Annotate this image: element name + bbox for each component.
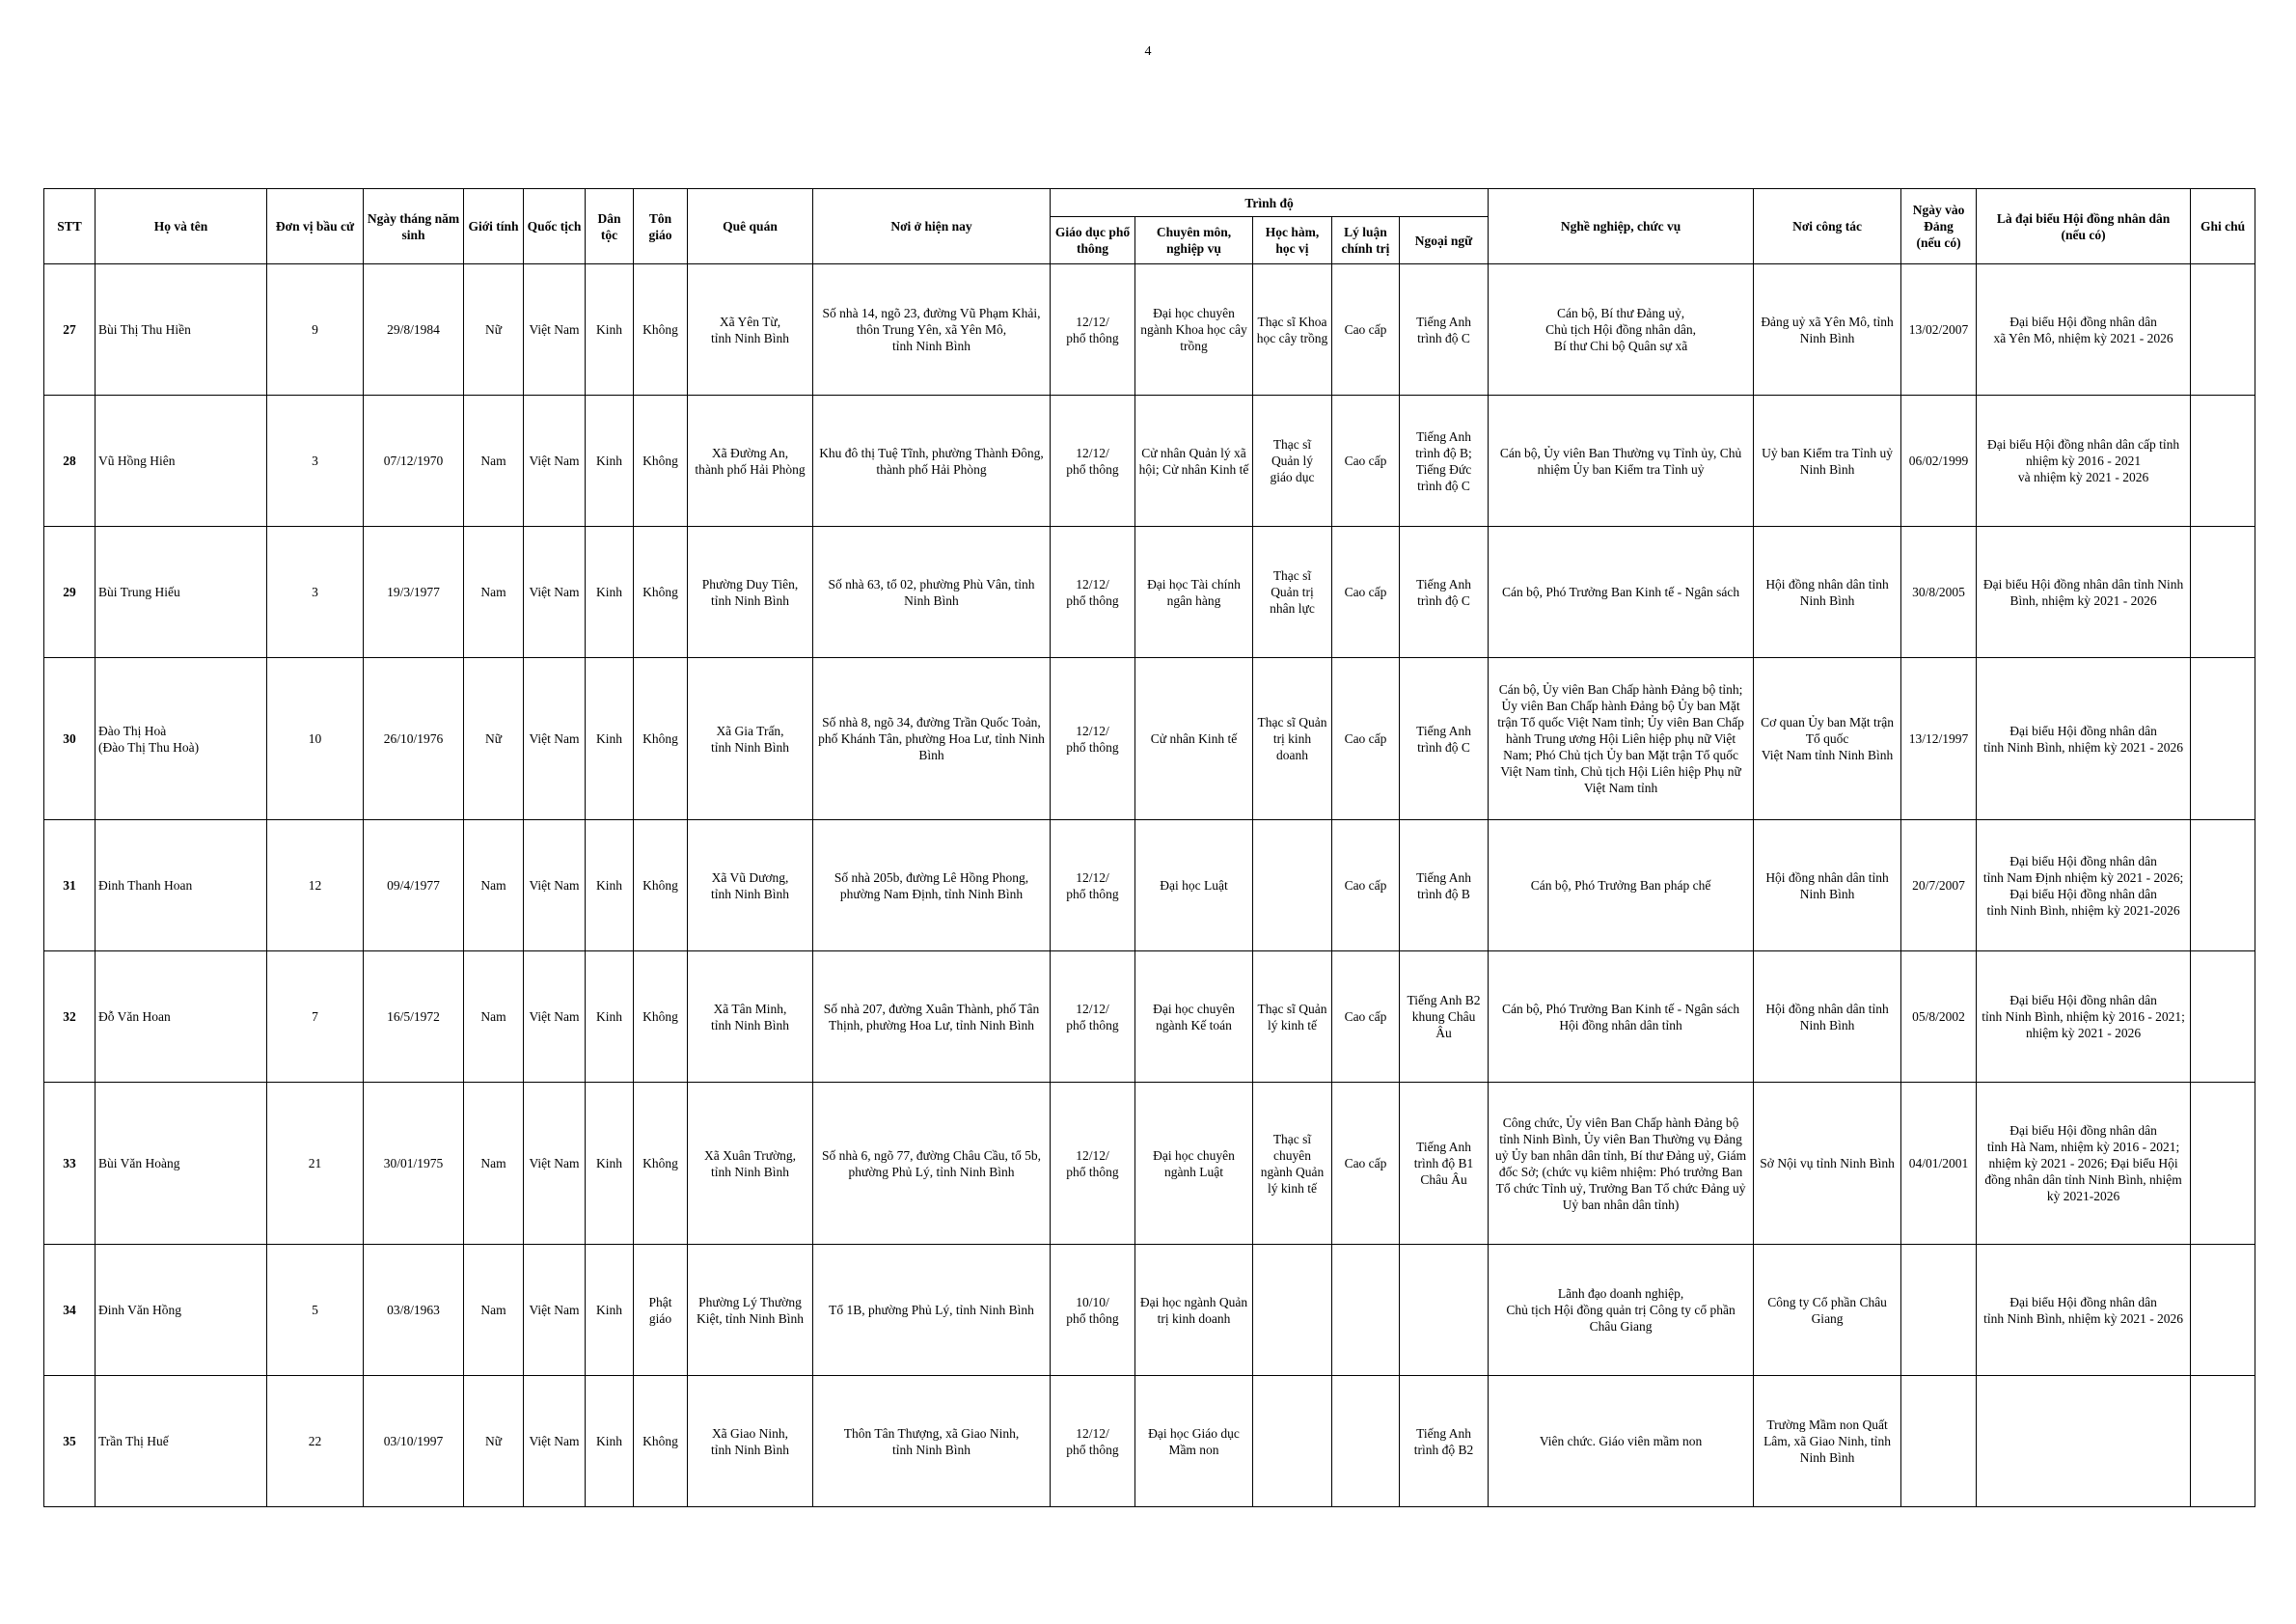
cell-stt: 33 <box>44 1083 96 1245</box>
cell-ngay-vao-dang: 30/8/2005 <box>1901 527 1977 658</box>
header-dan-toc: Dân tộc <box>586 189 634 264</box>
cell-ngay-sinh: 03/8/1963 <box>364 1245 464 1376</box>
cell-noi-cong-tac: Hội đồng nhân dân tỉnh Ninh Bình <box>1754 527 1901 658</box>
cell-ghi-chu <box>2191 1376 2255 1507</box>
cell-quoc-tich: Việt Nam <box>524 951 586 1083</box>
cell-noi-o: Tổ 1B, phường Phủ Lý, tỉnh Ninh Bình <box>813 1245 1051 1376</box>
cell-ngay-vao-dang: 13/02/2007 <box>1901 264 1977 396</box>
cell-quoc-tich: Việt Nam <box>524 264 586 396</box>
cell-noi-o: Số nhà 6, ngõ 77, đường Châu Cầu, tổ 5b, phường Phủ Lý, tỉnh Ninh Bình <box>813 1083 1051 1245</box>
table-row <box>44 527 2255 658</box>
cell-ly-luan: Cao cấp <box>1332 1083 1400 1245</box>
cell-ngoai-ngu: Tiếng Anh trình độ C <box>1400 264 1489 396</box>
cell-ho-ten: Bùi Văn Hoàng <box>96 1083 267 1245</box>
cell-ly-luan: Cao cấp <box>1332 658 1400 820</box>
cell-ton-giao: Không <box>634 1083 688 1245</box>
cell-gioi-tinh: Nam <box>464 820 524 951</box>
cell-hoc-ham: Thạc sĩ Quản lý giáo dục <box>1253 396 1332 527</box>
cell-ho-ten: Đinh Văn Hồng <box>96 1245 267 1376</box>
cell-que-quan: Xã Đường An, thành phố Hải Phòng <box>688 396 813 527</box>
cell-hoc-ham: Thạc sĩ Quản lý kinh tế <box>1253 951 1332 1083</box>
cell-dan-toc: Kinh <box>586 396 634 527</box>
cell-nghe-nghiep: Cán bộ, Bí thư Đảng uỷ, Chủ tịch Hội đồng nhân dân, Bí thư Chi bộ Quân sự xã <box>1489 264 1754 396</box>
cell-ho-ten: Bùi Thị Thu Hiền <box>96 264 267 396</box>
cell-dan-toc: Kinh <box>586 951 634 1083</box>
cell-hoc-ham <box>1253 1245 1332 1376</box>
cell-ngay-vao-dang: 13/12/1997 <box>1901 658 1977 820</box>
cell-don-vi: 3 <box>267 396 364 527</box>
cell-stt: 29 <box>44 527 96 658</box>
cell-ton-giao: Không <box>634 820 688 951</box>
header-noi-o: Nơi ở hiện nay <box>813 189 1051 264</box>
cell-dai-bieu: Đại biểu Hội đồng nhân dân tỉnh Ninh Bình, nhiệm kỳ 2021 - 2026 <box>1977 1245 2191 1376</box>
cell-ngay-sinh: 07/12/1970 <box>364 396 464 527</box>
cell-ton-giao: Không <box>634 264 688 396</box>
cell-hoc-ham <box>1253 820 1332 951</box>
cell-ghi-chu <box>2191 527 2255 658</box>
cell-ho-ten: Bùi Trung Hiếu <box>96 527 267 658</box>
cell-ho-ten: Đỗ Văn Hoan <box>96 951 267 1083</box>
cell-gioi-tinh: Nữ <box>464 264 524 396</box>
table-row <box>44 1376 2255 1507</box>
header-gioi-tinh: Giới tính <box>464 189 524 264</box>
cell-noi-cong-tac: Hội đồng nhân dân tỉnh Ninh Bình <box>1754 820 1901 951</box>
cell-que-quan: Phường Duy Tiên, tỉnh Ninh Bình <box>688 527 813 658</box>
cell-dai-bieu: Đại biểu Hội đồng nhân dân tỉnh Nam Định nhiệm kỳ 2021 - 2026; Đại biểu Hội đồng nhân dân tỉnh Ninh Bình, nhiệm kỳ 2021-2026 <box>1977 820 2191 951</box>
cell-stt: 28 <box>44 396 96 527</box>
cell-don-vi: 7 <box>267 951 364 1083</box>
header-ngoai-ngu: Ngoại ngữ <box>1400 217 1489 264</box>
cell-stt: 34 <box>44 1245 96 1376</box>
table-row <box>44 658 2255 820</box>
cell-stt: 27 <box>44 264 96 396</box>
table-row <box>44 1245 2255 1376</box>
cell-que-quan: Xã Yên Từ, tỉnh Ninh Bình <box>688 264 813 396</box>
header-trinh-do: Trình độ <box>1051 189 1489 217</box>
cell-noi-o: Thôn Tân Thượng, xã Giao Ninh, tỉnh Ninh Bình <box>813 1376 1051 1507</box>
cell-nghe-nghiep: Cán bộ, Ủy viên Ban Chấp hành Đảng bộ tỉnh; Ủy viên Ban Chấp hành Đảng bộ Ủy ban Mặt trận Tổ quốc Việt Nam tỉnh; Ủy viên Ban Chấp hành Trung ương Hội Liên hiệp phụ nữ Việt Nam; Phó Chủ tịch Ủy ban Mặt trận Tổ quốc Việt Nam tỉnh, Chủ tịch Hội Liên hiệp Phụ nữ Việt Nam tỉnh <box>1489 658 1754 820</box>
header-quoc-tich: Quốc tịch <box>524 189 586 264</box>
cell-dan-toc: Kinh <box>586 264 634 396</box>
cell-dai-bieu <box>1977 1376 2191 1507</box>
cell-ton-giao: Không <box>634 396 688 527</box>
cell-chuyen-mon: Đại học Giáo dục Mầm non <box>1135 1376 1253 1507</box>
cell-chuyen-mon: Đại học chuyên ngành Luật <box>1135 1083 1253 1245</box>
cell-ghi-chu <box>2191 264 2255 396</box>
cell-gioi-tinh: Nam <box>464 527 524 658</box>
cell-nghe-nghiep: Cán bộ, Phó Trưởng Ban pháp chế <box>1489 820 1754 951</box>
cell-nghe-nghiep: Cán bộ, Phó Trưởng Ban Kinh tế - Ngân sách <box>1489 527 1754 658</box>
cell-nghe-nghiep: Cán bộ, Ủy viên Ban Thường vụ Tỉnh ủy, Chủ nhiệm Ủy ban Kiểm tra Tỉnh uỷ <box>1489 396 1754 527</box>
candidate-table <box>43 188 2255 1507</box>
cell-ngay-sinh: 26/10/1976 <box>364 658 464 820</box>
table-row <box>44 1083 2255 1245</box>
cell-noi-cong-tac: Cơ quan Ủy ban Mặt trận Tổ quốc Việt Nam tỉnh Ninh Bình <box>1754 658 1901 820</box>
cell-ngay-vao-dang <box>1901 1376 1977 1507</box>
cell-quoc-tich: Việt Nam <box>524 527 586 658</box>
cell-hoc-ham <box>1253 1376 1332 1507</box>
header-don-vi: Đơn vị bầu cử <box>267 189 364 264</box>
cell-giao-duc: 12/12/ phổ thông <box>1051 396 1135 527</box>
cell-ngoai-ngu: Tiếng Anh trình độ C <box>1400 527 1489 658</box>
cell-hoc-ham: Thạc sĩ Quản trị kinh doanh <box>1253 658 1332 820</box>
header-dai-bieu: Là đại biểu Hội đồng nhân dân (nếu có) <box>1977 189 2191 264</box>
cell-noi-o: Số nhà 14, ngõ 23, đường Vũ Phạm Khải, thôn Trung Yên, xã Yên Mô, tỉnh Ninh Bình <box>813 264 1051 396</box>
cell-dan-toc: Kinh <box>586 527 634 658</box>
cell-noi-o: Số nhà 8, ngõ 34, đường Trần Quốc Toản, phố Khánh Tân, phường Hoa Lư, tỉnh Ninh Bình <box>813 658 1051 820</box>
cell-nghe-nghiep: Cán bộ, Phó Trưởng Ban Kinh tế - Ngân sách Hội đồng nhân dân tỉnh <box>1489 951 1754 1083</box>
cell-nghe-nghiep: Công chức, Ủy viên Ban Chấp hành Đảng bộ tỉnh Ninh Bình, Ủy viên Ban Thường vụ Đảng uỷ Ủy ban nhân dân tỉnh, Bí thư Đảng uỷ, Giám đốc Sở; (chức vụ kiêm nhiệm: Phó trưởng Ban Tổ chức Tỉnh uỷ, Trưởng Ban Tổ chức Đảng uỷ Uỷ ban nhân dân tỉnh) <box>1489 1083 1754 1245</box>
cell-gioi-tinh: Nam <box>464 1083 524 1245</box>
table-row <box>44 264 2255 396</box>
cell-ngay-vao-dang: 04/01/2001 <box>1901 1083 1977 1245</box>
cell-que-quan: Xã Tân Minh, tỉnh Ninh Bình <box>688 951 813 1083</box>
cell-hoc-ham: Thạc sĩ Quản trị nhân lực <box>1253 527 1332 658</box>
cell-que-quan: Xã Xuân Trường, tỉnh Ninh Bình <box>688 1083 813 1245</box>
cell-don-vi: 21 <box>267 1083 364 1245</box>
cell-ngay-vao-dang: 06/02/1999 <box>1901 396 1977 527</box>
cell-stt: 31 <box>44 820 96 951</box>
page-number: 4 <box>1144 44 1152 59</box>
cell-ton-giao: Phật giáo <box>634 1245 688 1376</box>
cell-ngoai-ngu: Tiếng Anh trình độ B1 Châu Âu <box>1400 1083 1489 1245</box>
cell-ton-giao: Không <box>634 658 688 820</box>
cell-dan-toc: Kinh <box>586 1083 634 1245</box>
cell-ton-giao: Không <box>634 527 688 658</box>
cell-stt: 35 <box>44 1376 96 1507</box>
cell-que-quan: Xã Gia Trấn, tỉnh Ninh Bình <box>688 658 813 820</box>
cell-ton-giao: Không <box>634 951 688 1083</box>
cell-chuyen-mon: Đại học chuyên ngành Kế toán <box>1135 951 1253 1083</box>
header-ngay-sinh: Ngày tháng năm sinh <box>364 189 464 264</box>
cell-ngay-sinh: 03/10/1997 <box>364 1376 464 1507</box>
table-row <box>44 396 2255 527</box>
cell-quoc-tich: Việt Nam <box>524 1245 586 1376</box>
cell-quoc-tich: Việt Nam <box>524 658 586 820</box>
cell-quoc-tich: Việt Nam <box>524 820 586 951</box>
cell-don-vi: 9 <box>267 264 364 396</box>
cell-que-quan: Xã Giao Ninh, tỉnh Ninh Bình <box>688 1376 813 1507</box>
cell-ly-luan: Cao cấp <box>1332 264 1400 396</box>
cell-ngay-sinh: 19/3/1977 <box>364 527 464 658</box>
cell-ngay-sinh: 30/01/1975 <box>364 1083 464 1245</box>
header-row-1 <box>44 189 2255 217</box>
cell-ngoai-ngu: Tiếng Anh trình độ B; Tiếng Đức trình độ C <box>1400 396 1489 527</box>
cell-hoc-ham: Thạc sĩ Khoa học cây trồng <box>1253 264 1332 396</box>
cell-gioi-tinh: Nữ <box>464 1376 524 1507</box>
cell-dan-toc: Kinh <box>586 1376 634 1507</box>
cell-dai-bieu: Đại biểu Hội đồng nhân dân xã Yên Mô, nhiệm kỳ 2021 - 2026 <box>1977 264 2191 396</box>
cell-noi-cong-tac: Trường Mầm non Quất Lâm, xã Giao Ninh, tỉnh Ninh Bình <box>1754 1376 1901 1507</box>
cell-nghe-nghiep: Viên chức. Giáo viên mầm non <box>1489 1376 1754 1507</box>
cell-ghi-chu <box>2191 396 2255 527</box>
cell-dan-toc: Kinh <box>586 658 634 820</box>
cell-chuyen-mon: Đại học chuyên ngành Khoa học cây trồng <box>1135 264 1253 396</box>
cell-dai-bieu: Đại biểu Hội đồng nhân dân cấp tỉnh nhiệm kỳ 2016 - 2021 và nhiệm kỳ 2021 - 2026 <box>1977 396 2191 527</box>
cell-ngoai-ngu: Tiếng Anh B2 khung Châu Âu <box>1400 951 1489 1083</box>
cell-ghi-chu <box>2191 820 2255 951</box>
cell-ho-ten: Vũ Hồng Hiên <box>96 396 267 527</box>
cell-quoc-tich: Việt Nam <box>524 1083 586 1245</box>
cell-don-vi: 12 <box>267 820 364 951</box>
cell-gioi-tinh: Nam <box>464 951 524 1083</box>
cell-ho-ten: Đinh Thanh Hoan <box>96 820 267 951</box>
cell-dai-bieu: Đại biểu Hội đồng nhân dân tỉnh Ninh Bình, nhiệm kỳ 2021 - 2026 <box>1977 527 2191 658</box>
header-noi-cong-tac: Nơi công tác <box>1754 189 1901 264</box>
cell-ly-luan <box>1332 1376 1400 1507</box>
cell-ly-luan: Cao cấp <box>1332 527 1400 658</box>
cell-ly-luan: Cao cấp <box>1332 396 1400 527</box>
cell-noi-o: Số nhà 63, tổ 02, phường Phù Vân, tỉnh Ninh Bình <box>813 527 1051 658</box>
header-ho-ten: Họ và tên <box>96 189 267 264</box>
cell-ngay-vao-dang <box>1901 1245 1977 1376</box>
cell-chuyen-mon: Đại học Luật <box>1135 820 1253 951</box>
cell-ngoai-ngu: Tiếng Anh trình độ C <box>1400 658 1489 820</box>
cell-ngay-sinh: 29/8/1984 <box>364 264 464 396</box>
cell-quoc-tich: Việt Nam <box>524 396 586 527</box>
cell-giao-duc: 12/12/ phổ thông <box>1051 264 1135 396</box>
cell-chuyen-mon: Đại học ngành Quản trị kinh doanh <box>1135 1245 1253 1376</box>
cell-noi-o: Số nhà 207, đường Xuân Thành, phố Tân Thịnh, phường Hoa Lư, tỉnh Ninh Bình <box>813 951 1051 1083</box>
cell-ngay-sinh: 16/5/1972 <box>364 951 464 1083</box>
cell-noi-cong-tac: Hội đồng nhân dân tỉnh Ninh Bình <box>1754 951 1901 1083</box>
cell-noi-cong-tac: Đảng uỷ xã Yên Mô, tỉnh Ninh Bình <box>1754 264 1901 396</box>
cell-noi-cong-tac: Uỷ ban Kiểm tra Tỉnh uỷ Ninh Bình <box>1754 396 1901 527</box>
cell-ly-luan: Cao cấp <box>1332 820 1400 951</box>
cell-don-vi: 10 <box>267 658 364 820</box>
cell-giao-duc: 12/12/ phổ thông <box>1051 1083 1135 1245</box>
cell-ngoai-ngu: Tiếng Anh trình độ B2 <box>1400 1376 1489 1507</box>
cell-ghi-chu <box>2191 1245 2255 1376</box>
cell-dan-toc: Kinh <box>586 1245 634 1376</box>
header-giao-duc: Giáo dục phổ thông <box>1051 217 1135 264</box>
cell-ho-ten: Trần Thị Huế <box>96 1376 267 1507</box>
cell-giao-duc: 12/12/ phổ thông <box>1051 951 1135 1083</box>
cell-ghi-chu <box>2191 1083 2255 1245</box>
cell-ly-luan <box>1332 1245 1400 1376</box>
cell-dai-bieu: Đại biểu Hội đồng nhân dân tỉnh Hà Nam, nhiệm kỳ 2016 - 2021; nhiệm kỳ 2021 - 2026; Đại biểu Hội đồng nhân dân tỉnh Ninh Bình, nhiệm kỳ 2021-2026 <box>1977 1083 2191 1245</box>
cell-chuyen-mon: Đại học Tài chính ngân hàng <box>1135 527 1253 658</box>
header-ton-giao: Tôn giáo <box>634 189 688 264</box>
cell-giao-duc: 12/12/ phổ thông <box>1051 1376 1135 1507</box>
cell-que-quan: Xã Vũ Dương, tỉnh Ninh Bình <box>688 820 813 951</box>
header-nghe-nghiep: Nghề nghiệp, chức vụ <box>1489 189 1754 264</box>
cell-noi-o: Khu đô thị Tuệ Tĩnh, phường Thành Đông, thành phố Hải Phòng <box>813 396 1051 527</box>
cell-noi-cong-tac: Sở Nội vụ tỉnh Ninh Bình <box>1754 1083 1901 1245</box>
header-ghi-chu: Ghi chú <box>2191 189 2255 264</box>
cell-hoc-ham: Thạc sĩ chuyên ngành Quản lý kinh tế <box>1253 1083 1332 1245</box>
cell-dan-toc: Kinh <box>586 820 634 951</box>
cell-noi-o: Số nhà 205b, đường Lê Hồng Phong, phường Nam Định, tỉnh Ninh Bình <box>813 820 1051 951</box>
header-ly-luan: Lý luận chính trị <box>1332 217 1400 264</box>
cell-gioi-tinh: Nam <box>464 1245 524 1376</box>
header-hoc-ham: Học hàm, học vị <box>1253 217 1332 264</box>
cell-chuyen-mon: Cử nhân Quản lý xã hội; Cử nhân Kinh tế <box>1135 396 1253 527</box>
cell-gioi-tinh: Nam <box>464 396 524 527</box>
cell-giao-duc: 12/12/ phổ thông <box>1051 527 1135 658</box>
cell-dai-bieu: Đại biểu Hội đồng nhân dân tỉnh Ninh Bình, nhiệm kỳ 2021 - 2026 <box>1977 658 2191 820</box>
cell-ghi-chu <box>2191 658 2255 820</box>
cell-ly-luan: Cao cấp <box>1332 951 1400 1083</box>
cell-noi-cong-tac: Công ty Cổ phần Châu Giang <box>1754 1245 1901 1376</box>
cell-stt: 32 <box>44 951 96 1083</box>
header-que-quan: Quê quán <box>688 189 813 264</box>
cell-quoc-tich: Việt Nam <box>524 1376 586 1507</box>
cell-ngoai-ngu <box>1400 1245 1489 1376</box>
cell-ngay-sinh: 09/4/1977 <box>364 820 464 951</box>
cell-giao-duc: 12/12/ phổ thông <box>1051 658 1135 820</box>
cell-ho-ten: Đào Thị Hoà (Đào Thị Thu Hoà) <box>96 658 267 820</box>
table-row <box>44 820 2255 951</box>
cell-dai-bieu: Đại biểu Hội đồng nhân dân tỉnh Ninh Bình, nhiệm kỳ 2016 - 2021; nhiệm kỳ 2021 - 2026 <box>1977 951 2191 1083</box>
cell-giao-duc: 10/10/ phổ thông <box>1051 1245 1135 1376</box>
table-row <box>44 951 2255 1083</box>
cell-giao-duc: 12/12/ phổ thông <box>1051 820 1135 951</box>
header-stt: STT <box>44 189 96 264</box>
header-ngay-vao-dang: Ngày vào Đảng (nếu có) <box>1901 189 1977 264</box>
header-chuyen-mon: Chuyên môn, nghiệp vụ <box>1135 217 1253 264</box>
cell-don-vi: 5 <box>267 1245 364 1376</box>
cell-ngoai-ngu: Tiếng Anh trình độ B <box>1400 820 1489 951</box>
cell-stt: 30 <box>44 658 96 820</box>
cell-ton-giao: Không <box>634 1376 688 1507</box>
cell-ngay-vao-dang: 05/8/2002 <box>1901 951 1977 1083</box>
cell-chuyen-mon: Cử nhân Kinh tế <box>1135 658 1253 820</box>
cell-don-vi: 22 <box>267 1376 364 1507</box>
cell-don-vi: 3 <box>267 527 364 658</box>
cell-ngay-vao-dang: 20/7/2007 <box>1901 820 1977 951</box>
cell-ghi-chu <box>2191 951 2255 1083</box>
cell-gioi-tinh: Nữ <box>464 658 524 820</box>
cell-que-quan: Phường Lý Thường Kiệt, tỉnh Ninh Bình <box>688 1245 813 1376</box>
cell-nghe-nghiep: Lãnh đạo doanh nghiệp, Chủ tịch Hội đồng quản trị Công ty cổ phần Châu Giang <box>1489 1245 1754 1376</box>
